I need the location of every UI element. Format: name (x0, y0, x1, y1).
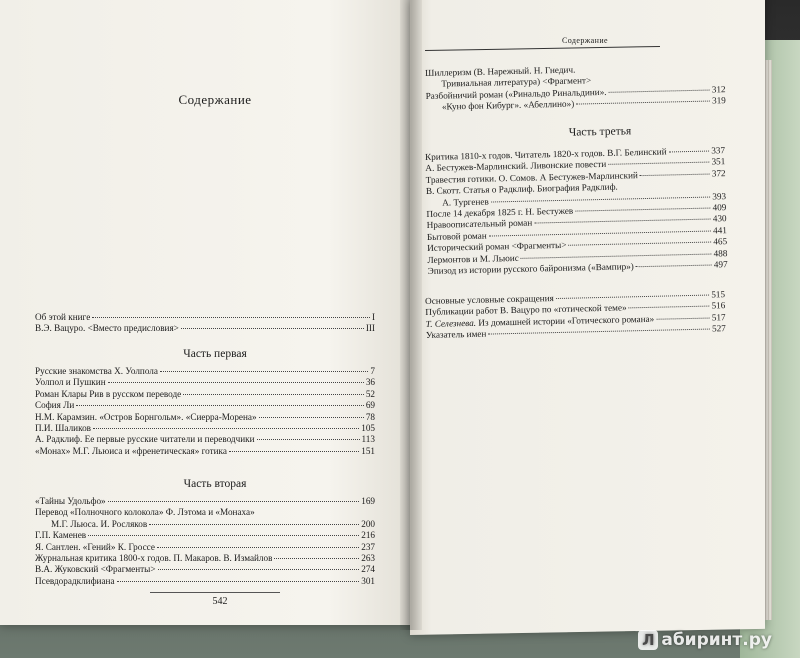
toc-leader-dots (534, 219, 711, 224)
toc-leader-dots (629, 306, 710, 309)
toc-entry-page: 237 (361, 541, 375, 552)
toc-entry-title: Основные условные сокращения (425, 293, 554, 306)
toc-entry-page: I (371, 312, 375, 322)
toc-entry-title: Н.М. Карамзин. «Остров Борнгольм». «Сиерра-Морена» (35, 411, 257, 422)
toc-leader-dots (76, 405, 364, 406)
toc-entry-page: 169 (361, 496, 375, 506)
toc-entry-title: Г.П. Каменев (35, 530, 87, 541)
toc-entry-title: Критика 1810-х годов. Читатель 1820-х годов. В.Г. Белинский (425, 146, 667, 162)
toc-entry-title: П.И. Шаликов (35, 423, 92, 434)
toc-leader-dots (117, 581, 360, 582)
toc-entry-title-text: Из домашней истории «Готического романа» (475, 313, 655, 328)
toc-leader-dots (108, 382, 364, 383)
toc-entry-title: А. Тургенев (442, 196, 489, 208)
toc-entry-page: 319 (711, 95, 726, 106)
toc-entry-title: В.Э. Вацуро. <Вместо предисловия> (35, 323, 179, 334)
footer-rule (150, 592, 280, 593)
toc-entry-page: 409 (712, 202, 727, 213)
toc-intro-list (35, 312, 375, 335)
toc-entry-author: Т. Селезнева. (425, 317, 477, 329)
toc-leader-dots (88, 535, 359, 536)
toc-entry-title: Лермонтов и М. Льюис (427, 252, 519, 265)
toc-entry (35, 323, 375, 334)
toc-leader-dots (609, 89, 710, 92)
toc-leader-dots (259, 417, 364, 418)
toc-entry-title: Перевод «Полночного колокола» Ф. Лэтома и «Монаха» (35, 507, 255, 518)
toc-entry (35, 423, 375, 434)
toc-leader-dots (181, 328, 364, 329)
toc-entry-title: В. Скотт. Статья о Радклиф. Биография Радклиф. (425, 181, 618, 197)
toc-leader-dots (640, 173, 710, 176)
toc-entry-page: 441 (712, 225, 727, 236)
toc-entry-page: 465 (713, 236, 728, 247)
toc-entry-title: Эпизод из истории русского байронизма («Вампир») (427, 261, 634, 277)
toc-entry-page: 393 (712, 190, 727, 202)
toc-leader-dots (576, 101, 710, 105)
toc-leader-dots (108, 501, 360, 502)
toc-leader-dots (92, 317, 370, 318)
toc-leader-dots (183, 394, 364, 395)
toc-entry-page: 263 (361, 553, 375, 564)
toc-entry (35, 446, 375, 457)
toc-entry-page: 200 (361, 518, 375, 529)
toc-entry-page: 216 (361, 530, 375, 541)
toc-entry-page: 517 (711, 312, 726, 323)
toc-leader-dots (669, 151, 710, 153)
toc-leader-dots (489, 230, 711, 236)
book-gutter (400, 0, 422, 630)
toc-entry-title: Я. Сантлен. «Гений» К. Гроссе (35, 541, 155, 552)
toc-entry-page: 274 (361, 564, 375, 575)
toc-entry (35, 542, 375, 553)
toc-leader-dots (636, 265, 712, 268)
toc-entry (35, 519, 375, 530)
toc-part-two-list (35, 496, 375, 587)
part-three-title: Часть третья (568, 125, 632, 139)
toc-entry-page: 36 (365, 377, 375, 388)
toc-entry (35, 400, 375, 411)
toc-entry (35, 564, 375, 575)
toc-leader-dots (257, 439, 360, 440)
toc-entry-page: 69 (365, 400, 375, 411)
toc-entry-page: 527 (711, 323, 726, 334)
toc-leader-dots (521, 253, 712, 258)
toc-entry (35, 576, 375, 587)
toc-entry (35, 366, 375, 377)
toc-entry (35, 412, 375, 423)
toc-entry-page: 7 (370, 366, 375, 376)
toc-entry-title: Нравоописательный роман (426, 218, 533, 231)
contents-title: Содержание (178, 92, 252, 107)
toc-entry-page: 351 (711, 156, 726, 167)
toc-entry-page: 78 (365, 411, 375, 422)
toc-entry-title: М.Г. Льюса. И. Росляков (51, 518, 148, 529)
toc-entry-title: Роман Клары Рив в русском переводе (35, 388, 182, 399)
labirint-logo-icon: Л (638, 630, 658, 650)
toc-leader-dots (157, 547, 359, 548)
toc-entry-title: Шиллеризм (В. Нарежный. Н. Гнедич. (425, 64, 576, 78)
toc-leader-dots (149, 524, 359, 525)
toc-leader-dots (93, 428, 359, 429)
toc-leader-dots (229, 451, 359, 452)
toc-entry-page: 516 (711, 300, 726, 311)
toc-leader-dots (556, 295, 709, 299)
toc-entry-page: 337 (711, 145, 726, 156)
toc-entry (35, 434, 375, 445)
toc-entry-title: Тривиальная литература) <Фрагмент> (441, 75, 592, 90)
toc-entry (35, 530, 375, 541)
toc-entry-title: Разбойничий роман («Ринальдо Ринальдини». (425, 86, 607, 101)
toc-leader-dots (274, 558, 359, 559)
toc-entry-title: Об этой книге (35, 312, 91, 322)
toc-entry (35, 496, 375, 507)
part-one-title: Часть первая (183, 348, 247, 360)
toc-entry (35, 507, 375, 518)
toc-entry-title: Публикации работ В. Вацуро по «готической теме» (425, 302, 627, 318)
running-head: Содержание (562, 36, 608, 45)
page-number: 542 (212, 596, 228, 607)
toc-entry-page: 488 (713, 247, 728, 259)
toc-leader-dots (656, 317, 710, 319)
toc-entry-page: III (365, 323, 375, 334)
toc-entry-page: 372 (711, 168, 726, 179)
toc-leader-dots (488, 329, 710, 335)
toc-entry-title: Псевдорадклифиана (35, 575, 115, 586)
toc-entry (35, 377, 375, 388)
toc-entry-page: 430 (712, 213, 727, 224)
toc-entry-title: Русские знакомства Х. Уолпола (35, 366, 158, 376)
toc-entry (35, 389, 375, 400)
toc-entry (35, 312, 375, 323)
toc-leader-dots (568, 242, 711, 246)
toc-entry-title: После 14 декабря 1825 г. Н. Бестужев (426, 205, 574, 220)
toc-entry-page: 515 (711, 289, 726, 300)
toc-leader-dots (491, 196, 711, 202)
toc-entry-title: Исторический роман <Фрагменты> (427, 240, 567, 254)
toc-leader-dots (158, 569, 360, 570)
toc-part-one-list (35, 366, 375, 457)
toc-entry-title: София Ли (35, 400, 75, 411)
toc-entry-title: Журнальная критика 1800-х годов. П. Макаров. В. Измайлов (35, 553, 273, 564)
toc-entry-title: «Куно фон Кибург». «Абеллино») (441, 98, 575, 112)
watermark-text: абиринт.ру (661, 630, 772, 650)
toc-entry-page: 113 (361, 434, 375, 445)
watermark (638, 630, 772, 650)
toc-entry-title: А. Бестужев-Марлинский. Ливонские повести (425, 159, 607, 174)
toc-entry-title: А. Радклиф. Ее первые русские читатели и переводчики (35, 434, 255, 445)
toc-leader-dots (575, 208, 710, 212)
toc-entry-title: Бытовой роман (426, 230, 487, 242)
toc-entry-page: 151 (361, 445, 375, 456)
toc-leader-dots (160, 371, 368, 372)
toc-continued-list (425, 61, 726, 113)
toc-entry-page: 301 (361, 575, 375, 586)
toc-entry-title: «Монах» М.Г. Льюиса и «френетическая» готика (35, 445, 227, 456)
toc-leader-dots (608, 162, 709, 165)
toc-entry-page: 312 (711, 84, 726, 95)
toc-entry-title: В.А. Жуковский <Фрагменты> (35, 564, 156, 575)
toc-entry-page: 52 (365, 388, 375, 399)
toc-entry (35, 553, 375, 564)
toc-entry-title: Уолпол и Пушкин (35, 377, 106, 388)
toc-entry-page: 105 (361, 423, 375, 434)
toc-part-three-list (425, 145, 728, 277)
toc-entry-page: 497 (713, 259, 728, 270)
toc-appendix-list (425, 289, 726, 341)
toc-entry-title: «Тайны Удольфо» (35, 496, 106, 506)
toc-entry-title: Травестия готики. О. Сомов. А Бестужев-Марлинский (425, 169, 638, 185)
part-two-title: Часть вторая (183, 478, 247, 490)
toc-entry-title: Указатель имен (425, 328, 487, 341)
